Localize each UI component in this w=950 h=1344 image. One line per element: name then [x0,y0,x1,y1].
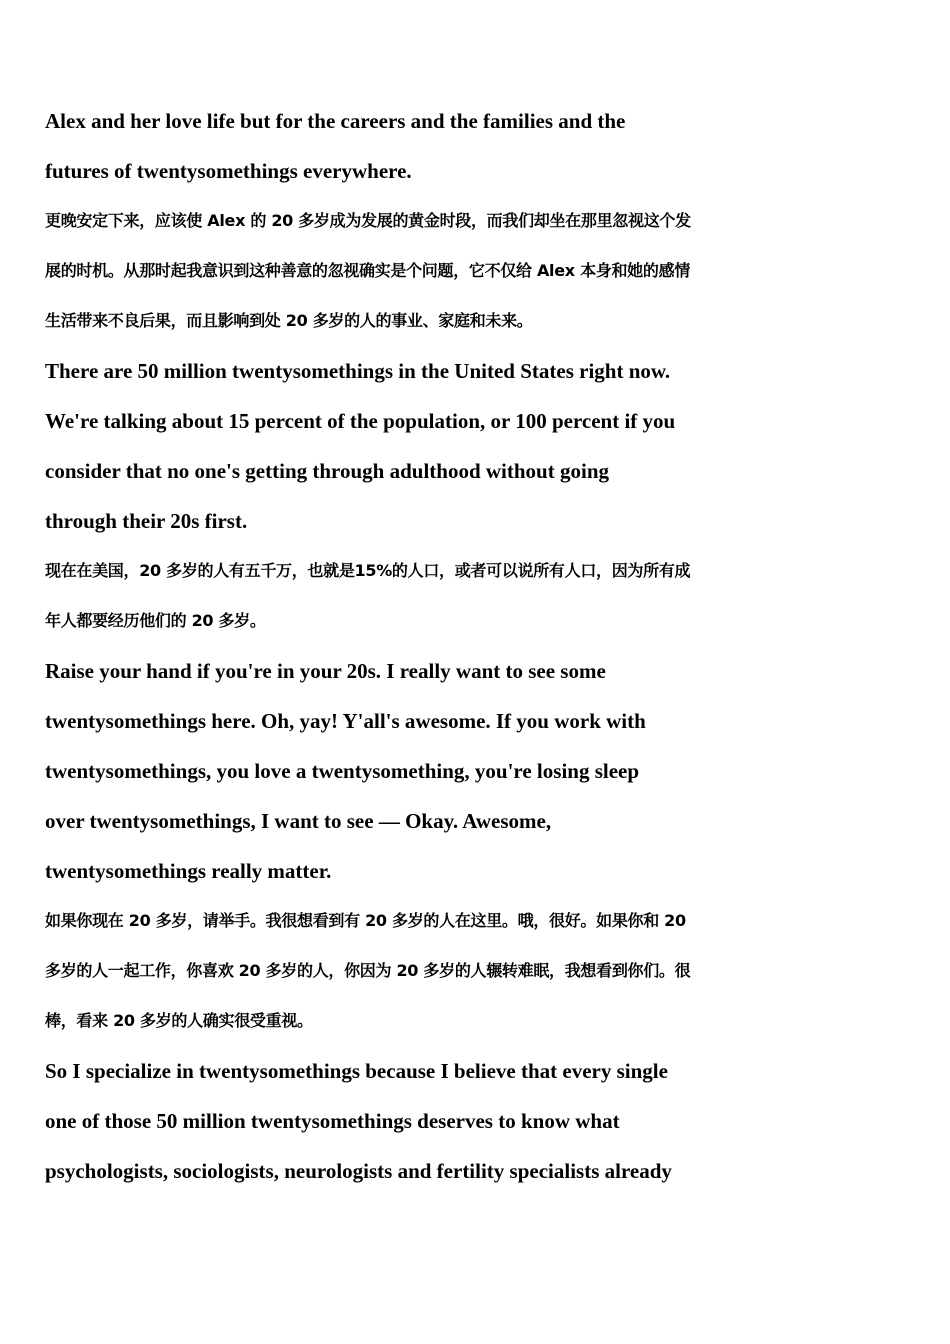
text-line: 多岁的人一起工作，你喜欢 20 多岁的人，你因为 20 多岁的人辗转难眠，我想看到你们。很 [45,961,691,980]
paragraph-en [45,646,745,896]
text-line: 生活带来不良后果，而且影响到处 20 多岁的人的事业、家庭和未来。 [45,311,533,330]
text-line: 棒，看来 20 多岁的人确实很受重视。 [45,1011,313,1030]
text-line: We're talking about 15 percent of the population, or 100 percent if you [45,409,676,433]
text-line: twentysomethings here. Oh, yay! Y'all's awesome. If you work with [45,709,646,733]
text-line: psychologists, sociologists, neurologists and fertility specialists already [45,1159,672,1183]
paragraph-zh [45,896,745,1046]
text-line: 现在在美国，20 多岁的人有五千万，也就是15%的人口，或者可以说所有人口，因为所有成 [45,561,691,580]
text-line: through their 20s first. [45,509,248,533]
text-line: There are 50 million twentysomethings in the United States right now. [45,359,671,383]
text-line: So I specialize in twentysomethings because I believe that every single [45,1059,668,1083]
text-line: 展的时机。从那时起我意识到这种善意的忽视确实是个问题，它不仅给 Alex 本身和她的感情 [45,261,690,280]
paragraph-zh [45,196,745,346]
paragraph-zh [45,546,745,646]
text-line: consider that no one's getting through adulthood without going [45,459,609,483]
text-line: Alex and her love life but for the careers and the families and the [45,109,626,133]
text-line: twentysomethings, you love a twentysomething, you're losing sleep [45,759,640,783]
text-line: futures of twentysomethings everywhere. [45,159,412,183]
document-page [45,96,745,1196]
text-line: Raise your hand if you're in your 20s. I really want to see some [45,659,606,683]
text-line: 更晚安定下来，应该使 Alex 的 20 多岁成为发展的黄金时段，而我们却坐在那里忽视这个发 [45,211,691,230]
text-line: twentysomethings really matter. [45,859,332,883]
text-line: over twentysomethings, I want to see — Okay. Awesome, [45,809,552,833]
paragraph-en [45,346,745,546]
text-line: 如果你现在 20 多岁，请举手。我很想看到有 20 多岁的人在这里。哦，很好。如果你和 20 [45,911,686,930]
paragraph-en [45,96,745,196]
text-line: 年人都要经历他们的 20 多岁。 [45,611,266,630]
text-line: one of those 50 million twentysomethings deserves to know what [45,1109,620,1133]
paragraph-en [45,1046,745,1196]
